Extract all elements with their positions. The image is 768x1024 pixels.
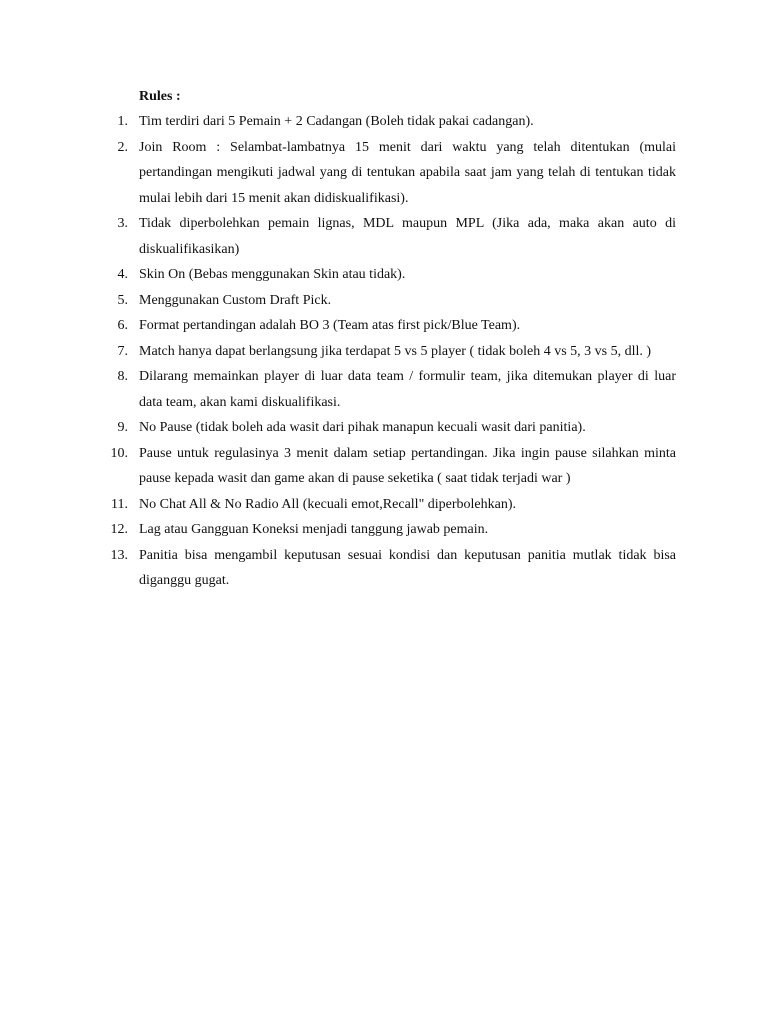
rule-item (0, 135, 676, 212)
rule-item (0, 211, 676, 262)
rule-text: Format pertandingan adalah BO 3 (Team atas first pick/Blue Team). (139, 318, 521, 333)
rule-text: Tim terdiri dari 5 Pemain + 2 Cadangan (Boleh tidak pakai cadangan). (139, 114, 534, 129)
rules-list (0, 109, 768, 594)
rule-item (0, 517, 676, 543)
rule-number: 1. (117, 114, 128, 129)
rule-text: Tidak diperbolehkan pemain lignas, MDL maupun MPL (Jika ada, maka akan auto di diskualifikasikan) (139, 216, 676, 257)
rule-text: Skin On (Bebas menggunakan Skin atau tidak). (139, 267, 406, 282)
rule-item (0, 492, 676, 518)
rule-text: Join Room : Selambat-lambatnya 15 menit dari waktu yang telah ditentukan (mulai pertandingan mengikuti jadwal yang di tentukan apabila saat jam yang telah di tentukan tidak mulai lebih dari 15 menit akan didiskualifikasi). (139, 139, 676, 206)
rule-item (0, 339, 676, 365)
rule-item (0, 441, 676, 492)
rule-number: 9. (117, 420, 128, 435)
rule-number: 2. (117, 139, 128, 155)
rule-number: 12. (110, 522, 128, 537)
rule-number: 11. (111, 496, 128, 512)
rule-text: Dilarang memainkan player di luar data team / formulir team, jika ditemukan player di luar data team, akan kami diskualifikasi. (139, 369, 676, 410)
rule-item (0, 109, 676, 135)
rule-number: 4. (117, 267, 128, 282)
rule-item (0, 415, 676, 441)
rule-number: 6. (117, 318, 128, 333)
rule-text: Menggunakan Custom Draft Pick. (139, 292, 332, 308)
rule-number: 7. (117, 343, 128, 359)
rule-item (0, 313, 676, 339)
rules-heading: Rules : (139, 89, 181, 104)
rule-number: 13. (110, 547, 128, 563)
rule-item (0, 364, 676, 415)
rule-text: Pause untuk regulasinya 3 menit dalam setiap pertandingan. Jika ingin pause silahkan minta pause kepada wasit dan game akan di pause seketika ( saat tidak terjadi war ) (139, 445, 676, 486)
rule-number: 5. (117, 292, 128, 308)
rule-text: Match hanya dapat berlangsung jika terdapat 5 vs 5 player ( tidak boleh 4 vs 5, 3 vs 5, dll. ) (139, 343, 652, 359)
rule-text: Lag atau Gangguan Koneksi menjadi tanggung jawab pemain. (139, 522, 489, 537)
rule-number: 3. (117, 216, 128, 231)
rule-number: 10. (110, 445, 128, 461)
rule-item (0, 288, 676, 314)
rule-text: No Pause (tidak boleh ada wasit dari pihak manapun kecuali wasit dari panitia). (139, 420, 586, 435)
rule-text: No Chat All & No Radio All (kecuali emot,Recall" diperbolehkan). (139, 496, 517, 512)
rule-number: 8. (117, 369, 128, 384)
rule-text: Panitia bisa mengambil keputusan sesuai kondisi dan keputusan panitia mutlak tidak bisa diganggu gugat. (139, 547, 676, 588)
rule-item (0, 543, 676, 594)
rule-item (0, 262, 676, 288)
